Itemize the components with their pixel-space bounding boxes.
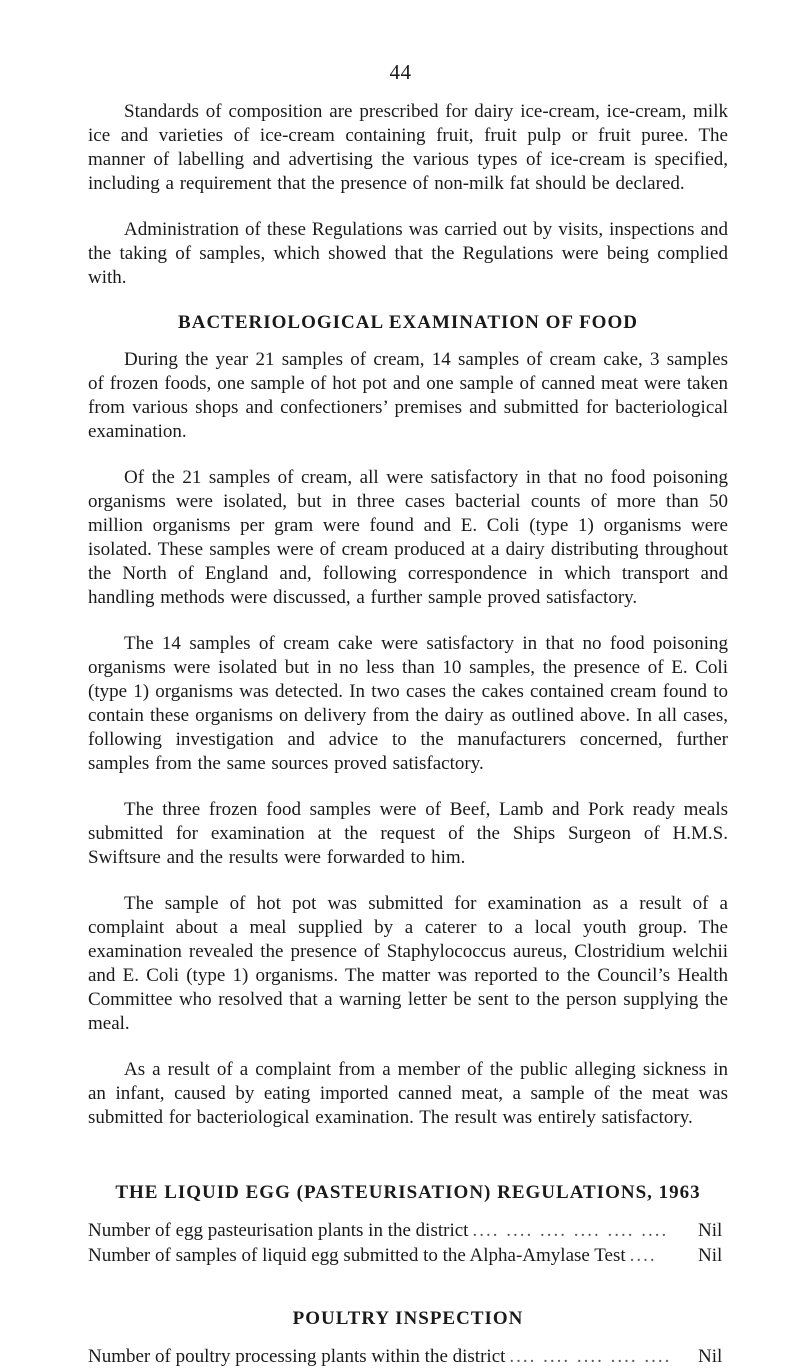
intro-paragraph-2: Administration of these Regulations was carried out by visits, inspections and the taking of samples, which showed that the Regulations were being complied with. (88, 219, 728, 288)
intro-paragraph-1: Standards of composition are prescribed for dairy ice-cream, ice-cream, milk ice and varieties of ice-cream containing fruit, fruit pulp or fruit puree. The manner of labelling and advertising the various types of ice-cream is specified, including a requirement that the presence of non-milk fat should be declared. (88, 101, 728, 194)
poultry-row-plants (88, 1344, 728, 1369)
bacteriological-paragraph-4: The three frozen food samples were of Beef, Lamb and Pork ready meals submitted for examination at the request of the Ships Surgeon of H.M.S. Swiftsure and the results were forwarded to him. (88, 799, 728, 868)
row-value: Nil (698, 1346, 723, 1367)
row-label: Number of egg pasteurisation plants in the district (88, 1220, 469, 1241)
row-value: Nil (698, 1245, 723, 1266)
bacteriological-heading: BACTERIOLOGICAL EXAMINATION OF FOOD (178, 312, 638, 333)
bacteriological-paragraph-6: As a result of a complaint from a member of the public alleging sickness in an infant, caused by eating imported canned meat, a sample of the meat was submitted for bacteriological examination. The result was entirely satisfactory. (88, 1059, 728, 1128)
row-leader-dots: .... (629, 1245, 657, 1266)
row-label: Number of samples of liquid egg submitted to the Alpha-Amylase Test (88, 1245, 626, 1266)
bacteriological-paragraph-1: During the year 21 samples of cream, 14 samples of cream cake, 3 samples of frozen foods, one sample of hot pot and one sample of canned meat were taken from various shops and confectioners’ premises and submitted for bacteriological examination. (88, 349, 728, 442)
row-leader-dots: .... .... .... .... .... .... (472, 1220, 669, 1241)
row-value: Nil (698, 1220, 723, 1241)
bacteriological-paragraph-3: The 14 samples of cream cake were satisfactory in that no food poisoning organisms were isolated but in no less than 10 samples, the presence of E. Coli (type 1) organisms was detected. In two cases the cakes contained cream found to contain these organisms on delivery from the dairy as outlined above. In all cases, following investigation and advice to the manufacturers concerned, further samples from the same sources proved satisfactory. (88, 633, 728, 774)
page-number: 44 (389, 60, 412, 84)
row-leader-dots: .... .... .... .... .... (509, 1346, 672, 1367)
bacteriological-paragraph-5: The sample of hot pot was submitted for examination as a result of a complaint about a meal supplied by a caterer to a local youth group. The examination revealed the presence of Staphylococcus aureus, Clostridium welchii and E. Coli (type 1) organisms. The matter was reported to the Council’s Health Committee who resolved that a warning letter be sent to the person supplying the meal. (88, 893, 728, 1034)
page-content (88, 100, 728, 1369)
spacer (88, 1268, 728, 1298)
liquid-egg-heading: THE LIQUID EGG (PASTEURISATION) REGULATIONS, 1963 (115, 1182, 701, 1203)
poultry-heading: POULTRY INSPECTION (292, 1308, 524, 1329)
liquid-egg-row-samples (88, 1243, 728, 1268)
liquid-egg-row-plants (88, 1218, 728, 1243)
row-label: Number of poultry processing plants within the district (88, 1346, 506, 1367)
bacteriological-paragraph-2: Of the 21 samples of cream, all were satisfactory in that no food poisoning organisms were isolated, but in three cases bacterial counts of more than 50 million organisms per gram were found and E. Coli (type 1) organisms were isolated. These samples were of cream produced at a dairy distributing throughout the North of England and, following correspondence in which transport and handling methods were discussed, a further sample proved satisfactory. (88, 467, 728, 608)
spacer (88, 1152, 728, 1172)
